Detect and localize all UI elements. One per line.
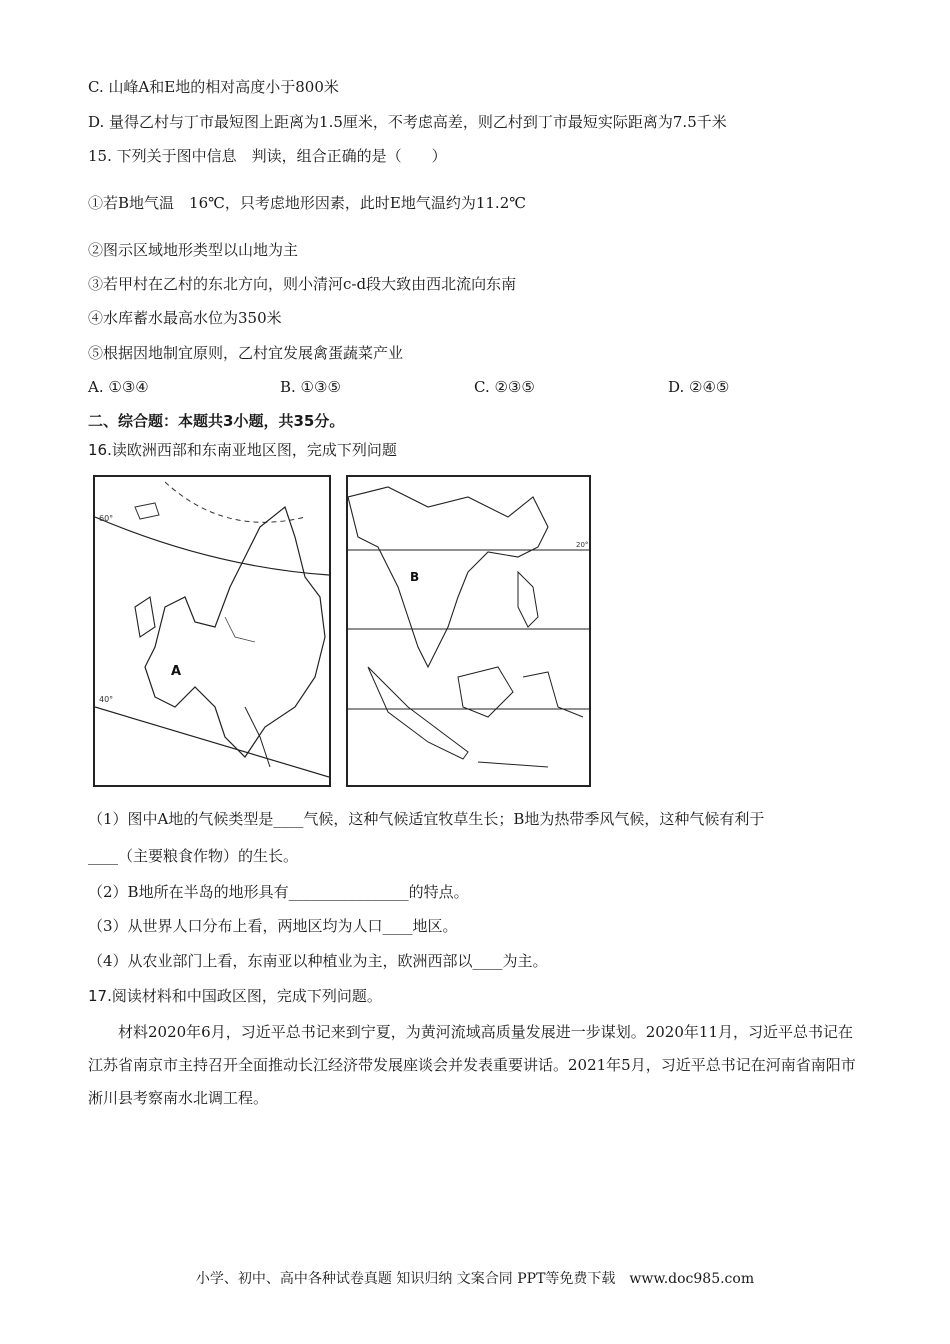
lat-label-20: 20° xyxy=(576,541,589,549)
q15-option-b: B. ①③⑤ xyxy=(280,378,341,396)
q14-option-c: C. 山峰A和E地的相对高度小于800米 xyxy=(88,78,339,96)
q15-item-2: ②图示区域地形类型以山地为主 xyxy=(88,241,299,259)
q15-option-c: C. ②③⑤ xyxy=(474,378,535,396)
q17-material: 材料2020年6月，习近平总书记来到宁夏，为黄河流域高质量发展进一步谋划。2020年11月，习近平总书记在江苏省南京市主持召开全面推动长江经济带发展座谈会并发表重要讲话。2021年5月，习近平总书记在河南省南阳市淅川县考察南水北调工程。 xyxy=(88,1023,856,1107)
lat-label-40: 40° xyxy=(99,695,114,704)
q16-sub2: （2）B地所在半岛的地形具有________________的特点。 xyxy=(88,883,469,901)
q15-item-5: ⑤根据因地制宜原则，乙村宜发展禽蛋蔬菜产业 xyxy=(88,344,404,362)
western-europe-map xyxy=(93,475,331,787)
q16-sub4: （4）从农业部门上看，东南亚以种植业为主，欧洲西部以____为主。 xyxy=(88,952,548,970)
q15-option-a: A. ①③④ xyxy=(88,378,149,396)
q15-item-4: ④水库蓄水最高水位为350米 xyxy=(88,309,282,327)
map-label-b: B xyxy=(410,570,420,584)
page-footer: 小学、初中、高中各种试卷真题 知识归纳 文案合同 PPT等免费下载 www.doc985.com xyxy=(195,1271,755,1287)
q17-stem: 17.阅读材料和中国政区图，完成下列问题。 xyxy=(88,987,382,1005)
southeast-asia-map xyxy=(346,475,591,787)
q16-sub3: （3）从世界人口分布上看，两地区均为人口____地区。 xyxy=(88,917,458,935)
q14-option-d: D. 量得乙村与丁市最短图上距离为1.5厘米，不考虑高差，则乙村到丁市最短实际距离为7.5千米 xyxy=(88,113,727,131)
q15-stem: 15. 下列关于图中信息 判读，组合正确的是（ ） xyxy=(88,147,447,165)
map-label-a: A xyxy=(171,664,182,679)
lat-label-60: 60° xyxy=(99,514,114,523)
q16-sub1-line1: （1）图中A地的气候类型是____气候，这种气候适宜牧草生长；B地为热带季风气候，这种气候有利于 xyxy=(88,810,765,828)
section-heading: 二、综合题：本题共3小题，共35分。 xyxy=(88,412,345,430)
q16-stem: 16.读欧洲西部和东南亚地区图，完成下列问题 xyxy=(88,441,397,459)
q16-sub1-line2: ____（主要粮食作物）的生长。 xyxy=(88,847,299,865)
q15-item-3: ③若甲村在乙村的东北方向，则小清河c-d段大致由西北流向东南 xyxy=(88,275,517,293)
q15-item-1: ①若B地气温 16℃，只考虑地形因素，此时E地气温约为11.2℃ xyxy=(88,194,527,212)
q15-option-d: D. ②④⑤ xyxy=(668,378,730,396)
